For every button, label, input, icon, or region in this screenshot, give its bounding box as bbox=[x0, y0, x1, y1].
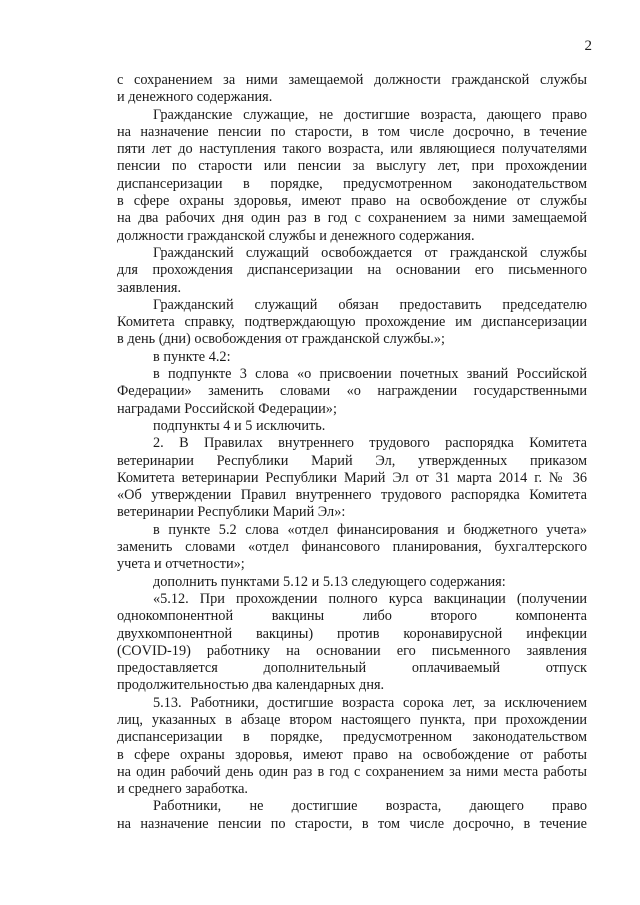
paragraph bbox=[117, 591, 587, 695]
page-number: 2 bbox=[584, 38, 592, 54]
text-line: для прохождения диспансеризации на основании его письменного bbox=[117, 262, 587, 279]
text-line: заменить словами «отдел финансового планирования, бухгалтерского bbox=[117, 539, 587, 556]
text-line: Работники, не достигшие возраста, дающего право bbox=[153, 798, 587, 815]
text-line: пяти лет до наступления такого возраста, или являющиеся получателями bbox=[117, 141, 587, 158]
text-line: на два рабочих дня один раз в год с сохранением за ними замещаемой bbox=[117, 210, 587, 227]
text-line: 2. В Правилах внутреннего трудового распорядка Комитета bbox=[153, 435, 587, 452]
text-line: должности гражданской службы и денежного содержания. bbox=[117, 227, 475, 244]
text-line: с сохранением за ними замещаемой должности гражданской службы bbox=[117, 72, 587, 88]
text-line: продолжительностью два календарных дня. bbox=[117, 677, 385, 694]
text-line: заявления. bbox=[117, 279, 182, 296]
text-line: двухкомпонентной вакцины) против коронавирусной инфекции bbox=[117, 625, 587, 642]
text-line: Комитета ветеринарии Республики Марий Эл от 31 марта 2014 г. № 36 bbox=[117, 469, 587, 486]
paragraph bbox=[117, 72, 587, 107]
document-body bbox=[117, 72, 587, 833]
paragraph bbox=[117, 522, 587, 574]
text-line: и среднего заработка. bbox=[117, 781, 248, 798]
paragraph bbox=[117, 418, 587, 435]
text-line: учета и отчетности»; bbox=[117, 556, 245, 573]
text-line: в сфере охраны здоровья, имеют право на освобождение от работы bbox=[117, 746, 587, 763]
paragraph bbox=[117, 798, 587, 833]
text-line: в пункте 5.2 слова «отдел финансирования и бюджетного учета» bbox=[153, 521, 587, 538]
paragraph bbox=[117, 695, 587, 799]
text-line: Федерации» заменить словами «о награждении государственными bbox=[117, 383, 587, 400]
text-line: диспансеризации в порядке, предусмотренном законодательством bbox=[117, 175, 587, 192]
text-line: пенсии по старости или пенсии за выслугу лет, при прохождении bbox=[117, 158, 587, 175]
paragraph bbox=[117, 297, 587, 349]
text-line: лиц, указанных в абзаце втором настоящего пункта, при прохождении bbox=[117, 711, 587, 728]
text-line: однокомпонентной вакцины либо второго компонента bbox=[117, 608, 587, 625]
text-line: на один рабочий день один раз в год с сохранением за ними места работы bbox=[117, 763, 587, 780]
text-line: на назначение пенсии по старости, в том числе досрочно, в течение bbox=[117, 123, 587, 140]
text-line: подпункты 4 и 5 исключить. bbox=[153, 417, 326, 434]
paragraph bbox=[117, 349, 587, 366]
text-line: Комитета справку, подтверждающую прохождение им диспансеризации bbox=[117, 314, 587, 331]
text-line: 5.13. Работники, достигшие возраста сорока лет, за исключением bbox=[153, 694, 587, 711]
text-line: ветеринарии Республики Марий Эл»: bbox=[117, 504, 346, 521]
text-line: дополнить пунктами 5.12 и 5.13 следующего содержания: bbox=[153, 573, 506, 590]
paragraph bbox=[117, 435, 587, 521]
text-line: Гражданские служащие, не достигшие возраста, дающего право bbox=[153, 106, 587, 123]
text-line: ветеринарии Республики Марий Эл, утвержденных приказом bbox=[117, 452, 587, 469]
text-line: наградами Российской Федерации»; bbox=[117, 400, 337, 417]
text-line: «5.12. При прохождении полного курса вакцинации (получении bbox=[153, 590, 587, 607]
text-line: в пункте 4.2: bbox=[153, 348, 231, 365]
paragraph bbox=[117, 574, 587, 591]
text-line: в сфере охраны здоровья, имеют право на освобождение от службы bbox=[117, 193, 587, 210]
text-line: Гражданский служащий обязан предоставить председателю bbox=[153, 296, 587, 313]
text-line: «Об утверждении Правил внутреннего трудового распорядка Комитета bbox=[117, 487, 587, 504]
paragraph bbox=[117, 107, 587, 245]
text-line: Гражданский служащий освобождается от гражданской службы bbox=[153, 244, 587, 261]
text-line: (COVID-19) работнику на основании его письменного заявления bbox=[117, 642, 587, 659]
text-line: в подпункте 3 слова «о присвоении почетных званий Российской bbox=[153, 366, 587, 383]
paragraph bbox=[117, 245, 587, 297]
text-line: предоставляется дополнительный оплачиваемый отпуск bbox=[117, 660, 587, 677]
text-line: в день (дни) освобождения от гражданской службы.»; bbox=[117, 331, 445, 348]
paragraph bbox=[117, 366, 587, 418]
text-line: на назначение пенсии по старости, в том числе досрочно, в течение bbox=[117, 815, 587, 832]
text-line: и денежного содержания. bbox=[117, 89, 273, 106]
text-line: диспансеризации в порядке, предусмотренном законодательством bbox=[117, 729, 587, 746]
